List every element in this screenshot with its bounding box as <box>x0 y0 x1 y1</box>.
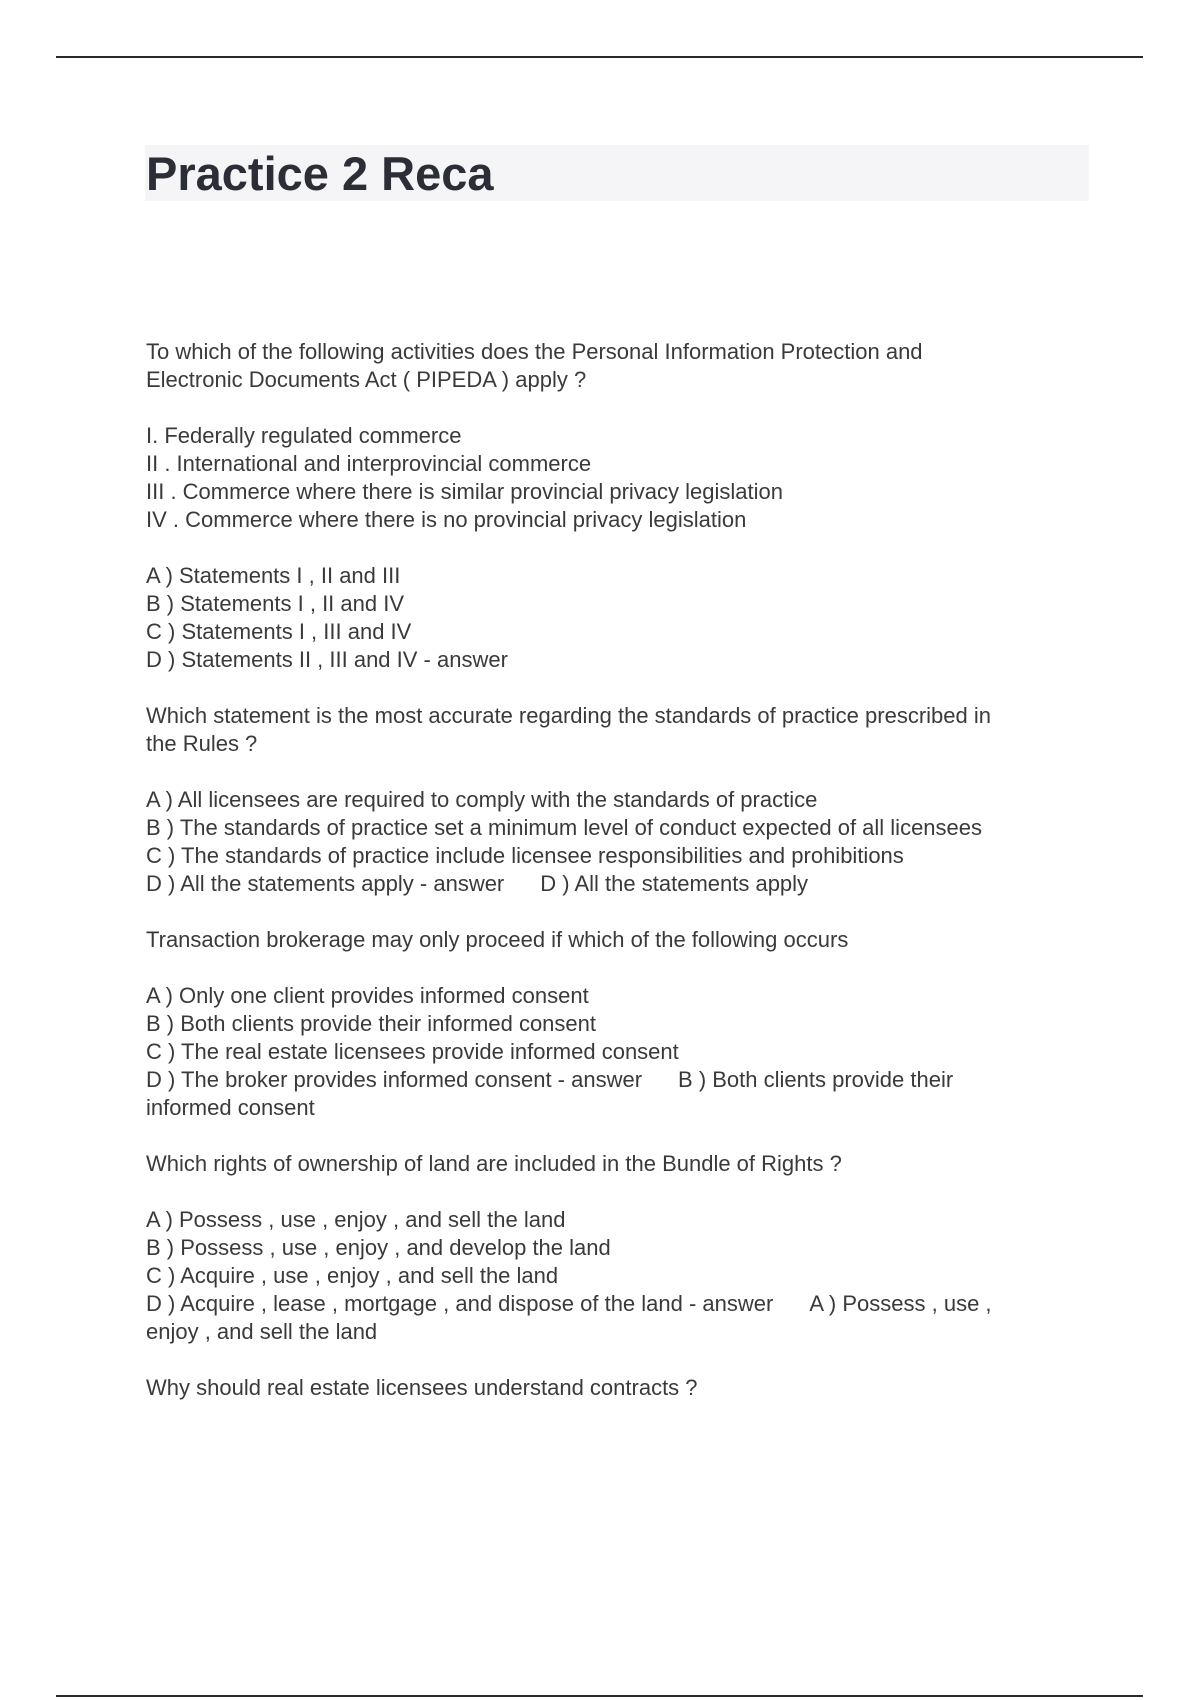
answer-text: D ) All the statements apply <box>540 871 809 896</box>
question-text: Why should real estate licensees understand contracts ? <box>146 1375 698 1400</box>
option-line-with-answer <box>146 1290 1086 1318</box>
option-item: D ) Statements II , III and IV - answer <box>146 647 508 672</box>
question-2 <box>146 702 1086 758</box>
statement-item: II . International and interprovincial commerce <box>146 451 592 476</box>
option-list <box>146 982 1086 1122</box>
question-text: Electronic Documents Act ( PIPEDA ) apply ? <box>146 367 587 392</box>
option-item: D ) The broker provides informed consent - answer <box>146 1067 643 1092</box>
option-item: B ) Possess , use , enjoy , and develop the land <box>146 1235 611 1260</box>
question-text: the Rules ? <box>146 731 258 756</box>
option-item: A ) All licensees are required to comply with the standards of practice <box>146 787 818 812</box>
option-item: C ) The real estate licensees provide informed consent <box>146 1039 679 1064</box>
question-4 <box>146 1150 1086 1178</box>
statement-list <box>146 422 1086 534</box>
answer-continuation: informed consent <box>146 1095 315 1120</box>
option-item: A ) Only one client provides informed consent <box>146 983 589 1008</box>
question-text: Transaction brokerage may only proceed if which of the following occurs <box>146 927 849 952</box>
option-item: C ) The standards of practice include licensee responsibilities and prohibitions <box>146 843 904 868</box>
answer-continuation: enjoy , and sell the land <box>146 1319 378 1344</box>
option-item: A ) Possess , use , enjoy , and sell the land <box>146 1207 566 1232</box>
option-line-with-answer <box>146 870 1086 898</box>
option-list <box>146 786 1086 898</box>
question-1 <box>146 338 1086 394</box>
option-item: B ) Statements I , II and IV <box>146 591 405 616</box>
question-3 <box>146 926 1086 954</box>
top-rule <box>56 56 1143 58</box>
answer-text: B ) Both clients provide their <box>678 1067 954 1092</box>
question-text: Which statement is the most accurate regarding the standards of practice prescribed in <box>146 703 991 728</box>
option-list <box>146 562 1086 674</box>
statement-item: I. Federally regulated commerce <box>146 423 462 448</box>
option-item: C ) Acquire , use , enjoy , and sell the land <box>146 1263 559 1288</box>
option-item: B ) Both clients provide their informed consent <box>146 1011 597 1036</box>
answer-text: A ) Possess , use , <box>809 1291 992 1316</box>
option-line-with-answer <box>146 1066 1086 1094</box>
question-5 <box>146 1374 1086 1402</box>
bottom-rule <box>56 1695 1143 1697</box>
page-title: Practice 2 Reca <box>146 147 494 200</box>
option-list <box>146 1206 1086 1346</box>
statement-item: IV . Commerce where there is no provincial privacy legislation <box>146 507 747 532</box>
statement-item: III . Commerce where there is similar provincial privacy legislation <box>146 479 783 504</box>
document-body <box>146 338 1086 1430</box>
option-item: A ) Statements I , II and III <box>146 563 401 588</box>
question-text: Which rights of ownership of land are included in the Bundle of Rights ? <box>146 1151 842 1176</box>
option-item: B ) The standards of practice set a minimum level of conduct expected of all licensees <box>146 815 983 840</box>
question-text: To which of the following activities does the Personal Information Protection and <box>146 339 923 364</box>
option-item: C ) Statements I , III and IV <box>146 619 412 644</box>
option-item: D ) Acquire , lease , mortgage , and dispose of the land - answer <box>146 1291 774 1316</box>
option-item: D ) All the statements apply - answer <box>146 871 505 896</box>
